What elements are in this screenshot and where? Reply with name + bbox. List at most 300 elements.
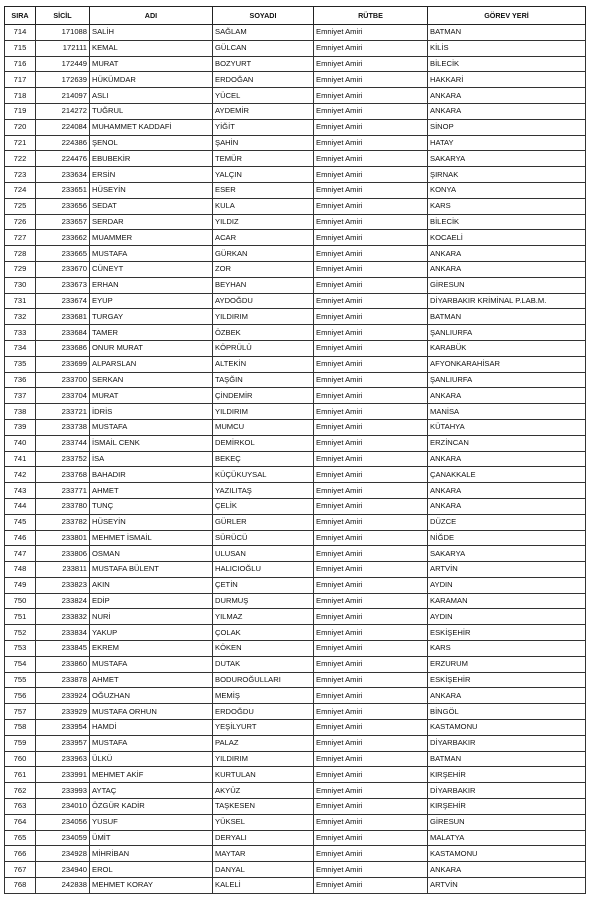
gorev-yeri-cell: KÜTAHYA bbox=[428, 419, 586, 435]
sira-cell: 748 bbox=[5, 562, 36, 578]
table-row bbox=[5, 404, 586, 420]
adi-cell: SERDAR bbox=[90, 214, 213, 230]
soyadi-cell: ERDOĞAN bbox=[213, 72, 314, 88]
table-row bbox=[5, 704, 586, 720]
sicil-cell: 233991 bbox=[36, 767, 90, 783]
adi-cell: MUSTAFA bbox=[90, 246, 213, 262]
rutbe-cell: Emniyet Amiri bbox=[314, 767, 428, 783]
sicil-cell: 233684 bbox=[36, 325, 90, 341]
adi-cell: ASLI bbox=[90, 88, 213, 104]
adi-cell: ÜMİT bbox=[90, 830, 213, 846]
table-row bbox=[5, 372, 586, 388]
table-row bbox=[5, 751, 586, 767]
rutbe-cell: Emniyet Amiri bbox=[314, 751, 428, 767]
table-row bbox=[5, 799, 586, 815]
adi-cell: HÜSEYİN bbox=[90, 514, 213, 530]
rutbe-cell: Emniyet Amiri bbox=[314, 419, 428, 435]
rutbe-cell: Emniyet Amiri bbox=[314, 151, 428, 167]
table-row bbox=[5, 293, 586, 309]
soyadi-cell: BEKEÇ bbox=[213, 451, 314, 467]
adi-cell: MİHRİBAN bbox=[90, 846, 213, 862]
adi-cell: ŞENOL bbox=[90, 135, 213, 151]
soyadi-cell: YILDIRIM bbox=[213, 404, 314, 420]
table-row bbox=[5, 672, 586, 688]
table-row bbox=[5, 182, 586, 198]
gorev-yeri-cell: ERZURUM bbox=[428, 656, 586, 672]
rutbe-cell: Emniyet Amiri bbox=[314, 704, 428, 720]
rutbe-cell: Emniyet Amiri bbox=[314, 25, 428, 41]
gorev-yeri-cell: ÇANAKKALE bbox=[428, 467, 586, 483]
sira-cell: 725 bbox=[5, 198, 36, 214]
table-row bbox=[5, 546, 586, 562]
gorev-yeri-cell: GİRESUN bbox=[428, 277, 586, 293]
rutbe-cell: Emniyet Amiri bbox=[314, 340, 428, 356]
rutbe-cell: Emniyet Amiri bbox=[314, 799, 428, 815]
table-row bbox=[5, 40, 586, 56]
sira-cell: 767 bbox=[5, 862, 36, 878]
rutbe-cell: Emniyet Amiri bbox=[314, 656, 428, 672]
soyadi-cell: DANYAL bbox=[213, 862, 314, 878]
sicil-cell: 233657 bbox=[36, 214, 90, 230]
sira-cell: 747 bbox=[5, 546, 36, 562]
sicil-cell: 233860 bbox=[36, 656, 90, 672]
rutbe-cell: Emniyet Amiri bbox=[314, 735, 428, 751]
soyadi-cell: ÇELİK bbox=[213, 498, 314, 514]
soyadi-cell: YILDIRIM bbox=[213, 751, 314, 767]
sicil-cell: 234940 bbox=[36, 862, 90, 878]
sira-cell: 755 bbox=[5, 672, 36, 688]
adi-cell: AKIN bbox=[90, 577, 213, 593]
gorev-yeri-cell: BİNGÖL bbox=[428, 704, 586, 720]
rutbe-cell: Emniyet Amiri bbox=[314, 577, 428, 593]
rutbe-cell: Emniyet Amiri bbox=[314, 40, 428, 56]
sira-cell: 758 bbox=[5, 720, 36, 736]
rutbe-cell: Emniyet Amiri bbox=[314, 246, 428, 262]
adi-cell: ERHAN bbox=[90, 277, 213, 293]
rutbe-cell: Emniyet Amiri bbox=[314, 514, 428, 530]
sira-cell: 716 bbox=[5, 56, 36, 72]
adi-cell: AHMET bbox=[90, 672, 213, 688]
sira-cell: 735 bbox=[5, 356, 36, 372]
soyadi-cell: MUMCU bbox=[213, 419, 314, 435]
sicil-cell: 242838 bbox=[36, 878, 90, 894]
sira-cell: 733 bbox=[5, 325, 36, 341]
soyadi-cell: GÜRKAN bbox=[213, 246, 314, 262]
sicil-cell: 233924 bbox=[36, 688, 90, 704]
table-row bbox=[5, 577, 586, 593]
gorev-yeri-cell: ANKARA bbox=[428, 246, 586, 262]
sicil-cell: 233634 bbox=[36, 167, 90, 183]
gorev-yeri-cell: HATAY bbox=[428, 135, 586, 151]
table-row bbox=[5, 830, 586, 846]
sicil-cell: 233656 bbox=[36, 198, 90, 214]
gorev-yeri-cell: ANKARA bbox=[428, 483, 586, 499]
gorev-yeri-cell: AYDIN bbox=[428, 609, 586, 625]
soyadi-cell: MEMİŞ bbox=[213, 688, 314, 704]
soyadi-cell: BODUROĞULLARI bbox=[213, 672, 314, 688]
gorev-yeri-cell: BİLECİK bbox=[428, 214, 586, 230]
adi-cell: OSMAN bbox=[90, 546, 213, 562]
rutbe-cell: Emniyet Amiri bbox=[314, 720, 428, 736]
sicil-cell: 233699 bbox=[36, 356, 90, 372]
sira-cell: 760 bbox=[5, 751, 36, 767]
gorev-yeri-cell: KARABÜK bbox=[428, 340, 586, 356]
sira-cell: 762 bbox=[5, 783, 36, 799]
sicil-cell: 233686 bbox=[36, 340, 90, 356]
sicil-cell: 233662 bbox=[36, 230, 90, 246]
rutbe-cell: Emniyet Amiri bbox=[314, 230, 428, 246]
rutbe-cell: Emniyet Amiri bbox=[314, 119, 428, 135]
table-row bbox=[5, 135, 586, 151]
table-body bbox=[5, 25, 586, 894]
sira-cell: 738 bbox=[5, 404, 36, 420]
table-row bbox=[5, 246, 586, 262]
adi-cell: SEDAT bbox=[90, 198, 213, 214]
gorev-yeri-cell: KARS bbox=[428, 198, 586, 214]
table-row bbox=[5, 419, 586, 435]
table-row bbox=[5, 878, 586, 894]
rutbe-cell: Emniyet Amiri bbox=[314, 261, 428, 277]
sira-cell: 752 bbox=[5, 625, 36, 641]
header-row bbox=[5, 7, 586, 25]
sira-cell: 754 bbox=[5, 656, 36, 672]
soyadi-cell: GÜRLER bbox=[213, 514, 314, 530]
sira-cell: 721 bbox=[5, 135, 36, 151]
sicil-cell: 233845 bbox=[36, 641, 90, 657]
adi-cell: EDİP bbox=[90, 593, 213, 609]
rutbe-cell: Emniyet Amiri bbox=[314, 56, 428, 72]
soyadi-cell: BEYHAN bbox=[213, 277, 314, 293]
table-row bbox=[5, 656, 586, 672]
table-row bbox=[5, 309, 586, 325]
gorev-yeri-cell: ANKARA bbox=[428, 261, 586, 277]
sicil-cell: 233832 bbox=[36, 609, 90, 625]
gorev-yeri-cell: ŞIRNAK bbox=[428, 167, 586, 183]
column-header-sira: SIRA bbox=[5, 7, 36, 25]
sicil-cell: 172449 bbox=[36, 56, 90, 72]
soyadi-cell: KÜÇÜKUYSAL bbox=[213, 467, 314, 483]
sicil-cell: 233823 bbox=[36, 577, 90, 593]
table-row bbox=[5, 688, 586, 704]
table-row bbox=[5, 862, 586, 878]
adi-cell: YUSUF bbox=[90, 814, 213, 830]
soyadi-cell: ULUSAN bbox=[213, 546, 314, 562]
sicil-cell: 233806 bbox=[36, 546, 90, 562]
sicil-cell: 233963 bbox=[36, 751, 90, 767]
soyadi-cell: KÖKEN bbox=[213, 641, 314, 657]
gorev-yeri-cell: MANİSA bbox=[428, 404, 586, 420]
table-row bbox=[5, 277, 586, 293]
column-header-gorev-yeri: GÖREV YERİ bbox=[428, 7, 586, 25]
table-row bbox=[5, 56, 586, 72]
soyadi-cell: KALELİ bbox=[213, 878, 314, 894]
rutbe-cell: Emniyet Amiri bbox=[314, 483, 428, 499]
adi-cell: MEHMET İSMAİL bbox=[90, 530, 213, 546]
table-row bbox=[5, 88, 586, 104]
table-row bbox=[5, 593, 586, 609]
table-row bbox=[5, 340, 586, 356]
adi-cell: MUSTAFA bbox=[90, 656, 213, 672]
adi-cell: ÖZGÜR KADİR bbox=[90, 799, 213, 815]
gorev-yeri-cell: ŞANLIURFA bbox=[428, 372, 586, 388]
adi-cell: EYUP bbox=[90, 293, 213, 309]
adi-cell: MEHMET AKİF bbox=[90, 767, 213, 783]
sira-cell: 742 bbox=[5, 467, 36, 483]
adi-cell: TAMER bbox=[90, 325, 213, 341]
sicil-cell: 233673 bbox=[36, 277, 90, 293]
gorev-yeri-cell: ANKARA bbox=[428, 103, 586, 119]
column-header-sicil: SİCİL bbox=[36, 7, 90, 25]
rutbe-cell: Emniyet Amiri bbox=[314, 435, 428, 451]
sicil-cell: 233824 bbox=[36, 593, 90, 609]
sicil-cell: 233811 bbox=[36, 562, 90, 578]
adi-cell: CÜNEYT bbox=[90, 261, 213, 277]
soyadi-cell: ŞAHİN bbox=[213, 135, 314, 151]
sicil-cell: 233721 bbox=[36, 404, 90, 420]
soyadi-cell: YALÇIN bbox=[213, 167, 314, 183]
soyadi-cell: YÜKSEL bbox=[213, 814, 314, 830]
gorev-yeri-cell: ANKARA bbox=[428, 388, 586, 404]
soyadi-cell: YAZILITAŞ bbox=[213, 483, 314, 499]
sicil-cell: 233771 bbox=[36, 483, 90, 499]
soyadi-cell: AYDOĞDU bbox=[213, 293, 314, 309]
soyadi-cell: MAYTAR bbox=[213, 846, 314, 862]
sira-cell: 729 bbox=[5, 261, 36, 277]
gorev-yeri-cell: DİYARBAKIR bbox=[428, 735, 586, 751]
gorev-yeri-cell: KIRŞEHİR bbox=[428, 799, 586, 815]
gorev-yeri-cell: GİRESUN bbox=[428, 814, 586, 830]
sicil-cell: 233651 bbox=[36, 182, 90, 198]
soyadi-cell: TAŞKESEN bbox=[213, 799, 314, 815]
gorev-yeri-cell: KONYA bbox=[428, 182, 586, 198]
adi-cell: ÜLKÜ bbox=[90, 751, 213, 767]
rutbe-cell: Emniyet Amiri bbox=[314, 88, 428, 104]
sira-cell: 718 bbox=[5, 88, 36, 104]
table-row bbox=[5, 514, 586, 530]
column-header-soyadi: SOYADI bbox=[213, 7, 314, 25]
soyadi-cell: TEMÜR bbox=[213, 151, 314, 167]
soyadi-cell: ÇETİN bbox=[213, 577, 314, 593]
soyadi-cell: ÇOLAK bbox=[213, 625, 314, 641]
table-row bbox=[5, 167, 586, 183]
sira-cell: 737 bbox=[5, 388, 36, 404]
adi-cell: HÜKÜMDAR bbox=[90, 72, 213, 88]
sira-cell: 723 bbox=[5, 167, 36, 183]
adi-cell: BAHADIR bbox=[90, 467, 213, 483]
table-row bbox=[5, 720, 586, 736]
sira-cell: 756 bbox=[5, 688, 36, 704]
gorev-yeri-cell: AYDIN bbox=[428, 577, 586, 593]
sira-cell: 766 bbox=[5, 846, 36, 862]
adi-cell: ALPARSLAN bbox=[90, 356, 213, 372]
adi-cell: MUHAMMET KADDAFİ bbox=[90, 119, 213, 135]
soyadi-cell: KULA bbox=[213, 198, 314, 214]
gorev-yeri-cell: ANKARA bbox=[428, 862, 586, 878]
soyadi-cell: YÜCEL bbox=[213, 88, 314, 104]
soyadi-cell: AYDEMİR bbox=[213, 103, 314, 119]
sira-cell: 751 bbox=[5, 609, 36, 625]
sira-cell: 753 bbox=[5, 641, 36, 657]
gorev-yeri-cell: SAKARYA bbox=[428, 151, 586, 167]
sicil-cell: 233738 bbox=[36, 419, 90, 435]
sira-cell: 768 bbox=[5, 878, 36, 894]
sira-cell: 717 bbox=[5, 72, 36, 88]
sira-cell: 761 bbox=[5, 767, 36, 783]
soyadi-cell: TAŞĞIN bbox=[213, 372, 314, 388]
gorev-yeri-cell: ARTVİN bbox=[428, 878, 586, 894]
gorev-yeri-cell: NİĞDE bbox=[428, 530, 586, 546]
sicil-cell: 172111 bbox=[36, 40, 90, 56]
column-header-rutbe: RÜTBE bbox=[314, 7, 428, 25]
adi-cell: YAKUP bbox=[90, 625, 213, 641]
soyadi-cell: KÖPRÜLÜ bbox=[213, 340, 314, 356]
rutbe-cell: Emniyet Amiri bbox=[314, 625, 428, 641]
sira-cell: 736 bbox=[5, 372, 36, 388]
adi-cell: OĞUZHAN bbox=[90, 688, 213, 704]
table-row bbox=[5, 261, 586, 277]
table-row bbox=[5, 467, 586, 483]
rutbe-cell: Emniyet Amiri bbox=[314, 309, 428, 325]
rutbe-cell: Emniyet Amiri bbox=[314, 609, 428, 625]
adi-cell: ONUR MURAT bbox=[90, 340, 213, 356]
gorev-yeri-cell: KOCAELİ bbox=[428, 230, 586, 246]
sicil-cell: 233993 bbox=[36, 783, 90, 799]
adi-cell: MUSTAFA BÜLENT bbox=[90, 562, 213, 578]
column-header-adi: ADI bbox=[90, 7, 213, 25]
rutbe-cell: Emniyet Amiri bbox=[314, 372, 428, 388]
adi-cell: MURAT bbox=[90, 56, 213, 72]
gorev-yeri-cell: HAKKARİ bbox=[428, 72, 586, 88]
rutbe-cell: Emniyet Amiri bbox=[314, 783, 428, 799]
adi-cell: EBUBEKİR bbox=[90, 151, 213, 167]
adi-cell: MURAT bbox=[90, 388, 213, 404]
soyadi-cell: SÜRÜCÜ bbox=[213, 530, 314, 546]
sira-cell: 724 bbox=[5, 182, 36, 198]
soyadi-cell: ERDOĞDU bbox=[213, 704, 314, 720]
sira-cell: 719 bbox=[5, 103, 36, 119]
gorev-yeri-cell: MALATYA bbox=[428, 830, 586, 846]
adi-cell: KEMAL bbox=[90, 40, 213, 56]
adi-cell: HÜSEYİN bbox=[90, 182, 213, 198]
sicil-cell: 233782 bbox=[36, 514, 90, 530]
table-row bbox=[5, 735, 586, 751]
sicil-cell: 233878 bbox=[36, 672, 90, 688]
gorev-yeri-cell: DİYARBAKIR KRİMİNAL P.LAB.M. bbox=[428, 293, 586, 309]
sira-cell: 728 bbox=[5, 246, 36, 262]
rutbe-cell: Emniyet Amiri bbox=[314, 593, 428, 609]
soyadi-cell: GÜLCAN bbox=[213, 40, 314, 56]
sira-cell: 746 bbox=[5, 530, 36, 546]
gorev-yeri-cell: ERZİNCAN bbox=[428, 435, 586, 451]
sicil-cell: 224476 bbox=[36, 151, 90, 167]
sicil-cell: 233929 bbox=[36, 704, 90, 720]
sicil-cell: 171088 bbox=[36, 25, 90, 41]
sicil-cell: 234056 bbox=[36, 814, 90, 830]
sicil-cell: 214097 bbox=[36, 88, 90, 104]
adi-cell: MEHMET KORAY bbox=[90, 878, 213, 894]
gorev-yeri-cell: ANKARA bbox=[428, 498, 586, 514]
adi-cell: İSA bbox=[90, 451, 213, 467]
soyadi-cell: ZOR bbox=[213, 261, 314, 277]
rutbe-cell: Emniyet Amiri bbox=[314, 72, 428, 88]
adi-cell: SERKAN bbox=[90, 372, 213, 388]
gorev-yeri-cell: BİLECİK bbox=[428, 56, 586, 72]
gorev-yeri-cell: DÜZCE bbox=[428, 514, 586, 530]
gorev-yeri-cell: ARTVİN bbox=[428, 562, 586, 578]
sicil-cell: 233681 bbox=[36, 309, 90, 325]
adi-cell: MUSTAFA bbox=[90, 735, 213, 751]
soyadi-cell: KURTULAN bbox=[213, 767, 314, 783]
sicil-cell: 233704 bbox=[36, 388, 90, 404]
gorev-yeri-cell: ANKARA bbox=[428, 688, 586, 704]
table-row bbox=[5, 435, 586, 451]
rutbe-cell: Emniyet Amiri bbox=[314, 672, 428, 688]
adi-cell: AYTAÇ bbox=[90, 783, 213, 799]
sicil-cell: 172639 bbox=[36, 72, 90, 88]
sicil-cell: 233670 bbox=[36, 261, 90, 277]
soyadi-cell: ÖZBEK bbox=[213, 325, 314, 341]
sira-cell: 734 bbox=[5, 340, 36, 356]
sira-cell: 731 bbox=[5, 293, 36, 309]
gorev-yeri-cell: ŞANLIURFA bbox=[428, 325, 586, 341]
sicil-cell: 234010 bbox=[36, 799, 90, 815]
rutbe-cell: Emniyet Amiri bbox=[314, 467, 428, 483]
sira-cell: 726 bbox=[5, 214, 36, 230]
table-row bbox=[5, 767, 586, 783]
sicil-cell: 233957 bbox=[36, 735, 90, 751]
soyadi-cell: DERYALI bbox=[213, 830, 314, 846]
table-row bbox=[5, 530, 586, 546]
rutbe-cell: Emniyet Amiri bbox=[314, 293, 428, 309]
rutbe-cell: Emniyet Amiri bbox=[314, 167, 428, 183]
adi-cell: HAMDİ bbox=[90, 720, 213, 736]
sira-cell: 759 bbox=[5, 735, 36, 751]
sira-cell: 720 bbox=[5, 119, 36, 135]
sicil-cell: 233674 bbox=[36, 293, 90, 309]
sira-cell: 765 bbox=[5, 830, 36, 846]
sira-cell: 745 bbox=[5, 514, 36, 530]
table-row bbox=[5, 609, 586, 625]
table-row bbox=[5, 72, 586, 88]
table-row bbox=[5, 846, 586, 862]
table-row bbox=[5, 388, 586, 404]
table-row bbox=[5, 214, 586, 230]
table-row bbox=[5, 356, 586, 372]
sira-cell: 739 bbox=[5, 419, 36, 435]
sicil-cell: 233801 bbox=[36, 530, 90, 546]
gorev-yeri-cell: KARAMAN bbox=[428, 593, 586, 609]
soyadi-cell: AKYÜZ bbox=[213, 783, 314, 799]
soyadi-cell: ÇİNDEMİR bbox=[213, 388, 314, 404]
gorev-yeri-cell: SAKARYA bbox=[428, 546, 586, 562]
table-row bbox=[5, 562, 586, 578]
soyadi-cell: DURMUŞ bbox=[213, 593, 314, 609]
soyadi-cell: ACAR bbox=[213, 230, 314, 246]
gorev-yeri-cell: KİLİS bbox=[428, 40, 586, 56]
soyadi-cell: YILMAZ bbox=[213, 609, 314, 625]
table-row bbox=[5, 230, 586, 246]
soyadi-cell: ESER bbox=[213, 182, 314, 198]
sira-cell: 749 bbox=[5, 577, 36, 593]
sira-cell: 741 bbox=[5, 451, 36, 467]
gorev-yeri-cell: DİYARBAKIR bbox=[428, 783, 586, 799]
rutbe-cell: Emniyet Amiri bbox=[314, 562, 428, 578]
table-row bbox=[5, 641, 586, 657]
sicil-cell: 233780 bbox=[36, 498, 90, 514]
sira-cell: 715 bbox=[5, 40, 36, 56]
table-row bbox=[5, 151, 586, 167]
rutbe-cell: Emniyet Amiri bbox=[314, 356, 428, 372]
